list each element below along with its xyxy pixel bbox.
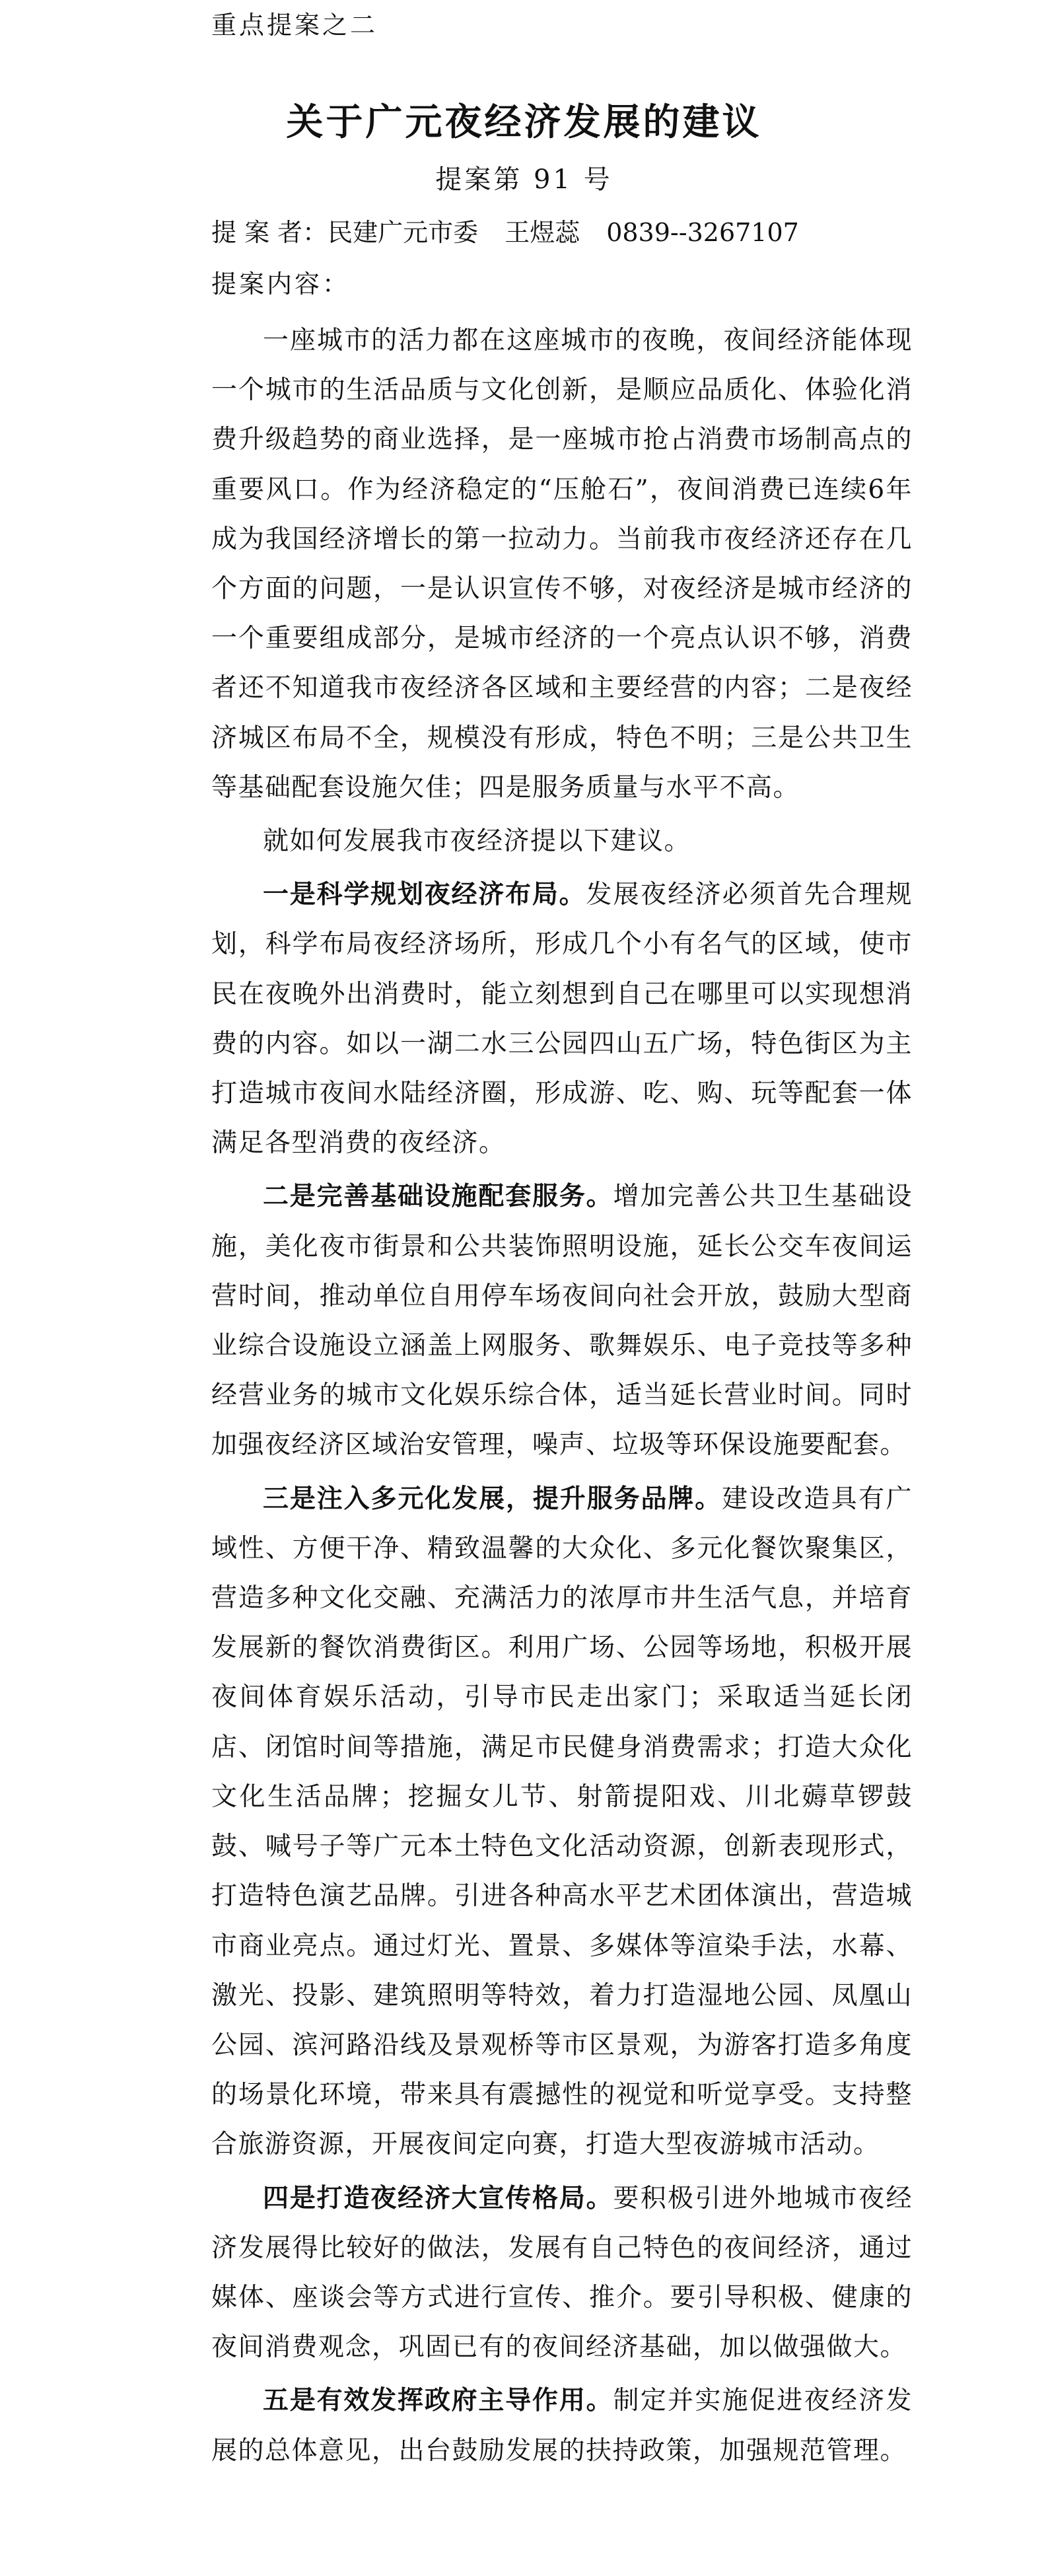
paragraph-suggestion-lead: 就如何发展我市夜经济提以下建议。 <box>263 826 691 857</box>
header-tag: 重点提案之二 <box>211 11 378 40</box>
paragraph-suggestion-5 <box>211 2376 913 2475</box>
proposer-phone: 0839--3267107 <box>606 218 799 247</box>
document-title: 关于广元夜经济发展的建议 <box>286 101 762 144</box>
suggestion-3-heading: 三是注入多元化发展，提升服务品牌。 <box>263 1484 722 1514</box>
proposer-label: 提 案 者： <box>211 218 328 247</box>
paragraph-suggestion-1 <box>211 870 913 1168</box>
paragraph-intro: 一座城市的活力都在这座城市的夜晚，夜间经济能体现一个城市的生活品质与文化创新，是顺应品质化、体验化消费升级趋势的商业选择，是一座城市抢占消费市场制高点的重要风口。作为经济稳定的“压舱石”，夜间消费已连续6年成为我国经济增长的第一拉动力。当前我市夜经济还存在几个方面的问题，一是认识宣传不够，对夜经济是城市经济的一个重要组成部分，是城市经济的一个亮点认识不够，消费者还不知道我市夜经济各区域和主要经营的内容；二是夜经济城区布局不全，规模没有形成，特色不明；三是公共卫生等基础配套设施欠佳；四是服务质量与水平不高。 <box>211 326 913 803</box>
suggestion-4-text: 要积极引进外地城市夜经济发展得比较好的做法，发展有自己特色的夜间经济，通过媒体、座谈会等方式进行宣传、推介。要引导积极、健康的夜间消费观念，巩固已有的夜间经济基础，加以做强做大。 <box>211 2183 913 2363</box>
suggestion-1-text: 发展夜经济必须首先合理规划，科学布局夜经济场所，形成几个小有名气的区域，使市民在夜晚外出消费时，能立刻想到自己在哪里可以实现想消费的内容。如以一湖二水三公园四山五广场，特色街区为主打造城市夜间水陆经济圈，形成游、吃、购、玩等配套一体满足各型消费的夜经济。 <box>211 880 913 1159</box>
suggestion-1-heading: 一是科学规划夜经济布局。 <box>263 880 586 910</box>
proposer-organization: 民建广元市委 <box>328 218 479 247</box>
content-label: 提案内容： <box>211 269 351 299</box>
suggestion-3-text: 建设改造具有广域性、方便干净、精致温馨的大众化、多元化餐饮聚集区，营造多种文化交融、充满活力的浓厚市井生活气息，并培育发展新的餐饮消费街区。利用广场、公园等场地，积极开展夜间体育娱乐活动，引导市民走出家门；采取适当延长闭店、闭馆时间等措施，满足市民健身消费需求；打造大众化文化生活品牌；挖掘女儿节、射箭提阳戏、川北薅草锣鼓鼓、喊号子等广元本土特色文化活动资源，创新表现形式，打造特色演艺品牌。引进各种高水平艺术团体演出，营造城市商业亮点。通过灯光、置景、多媒体等渲染手法，水幕、激光、投影、建筑照明等特效，着力打造湿地公园、凤凰山公园、滨河路沿线及景观桥等市区景观，为游客打造多角度的场景化环境，带来具有震撼性的视觉和听觉享受。支持整合旅游资源，开展夜间定向赛，打造大型夜游城市活动。 <box>211 1484 913 2160</box>
proposer-person: 王煜蕊 <box>505 218 580 247</box>
proposal-number: 提案第 91 号 <box>435 164 613 195</box>
suggestion-4-heading: 四是打造夜经济大宣传格局。 <box>263 2183 613 2213</box>
suggestion-5-text: 制定并实施促进夜经济发展的总体意见，出台鼓励发展的扶持政策，加强规范管理。 <box>211 2386 913 2466</box>
paragraph-suggestion-2 <box>211 1172 913 1470</box>
paragraph-suggestion-4 <box>211 2174 913 2373</box>
suggestion-2-heading: 二是完善基础设施配套服务。 <box>263 1182 613 1212</box>
proposer-line <box>211 215 799 250</box>
suggestion-2-text: 增加完善公共卫生基础设施，美化夜市街景和公共装饰照明设施，延长公交车夜间运营时间，推动单位自用停车场夜间向社会开放，鼓励大型商业综合设施设立涵盖上网服务、歌舞娱乐、电子竞技等多种经营业务的城市文化娱乐综合体，适当延长营业时间。同时加强夜经济区域治安管理，噪声、垃圾等环保设施要配套。 <box>211 1182 913 1460</box>
suggestion-5-heading: 五是有效发挥政府主导作用。 <box>263 2386 613 2416</box>
paragraph-suggestion-3 <box>211 1474 913 2170</box>
proposal-body <box>211 316 913 2480</box>
